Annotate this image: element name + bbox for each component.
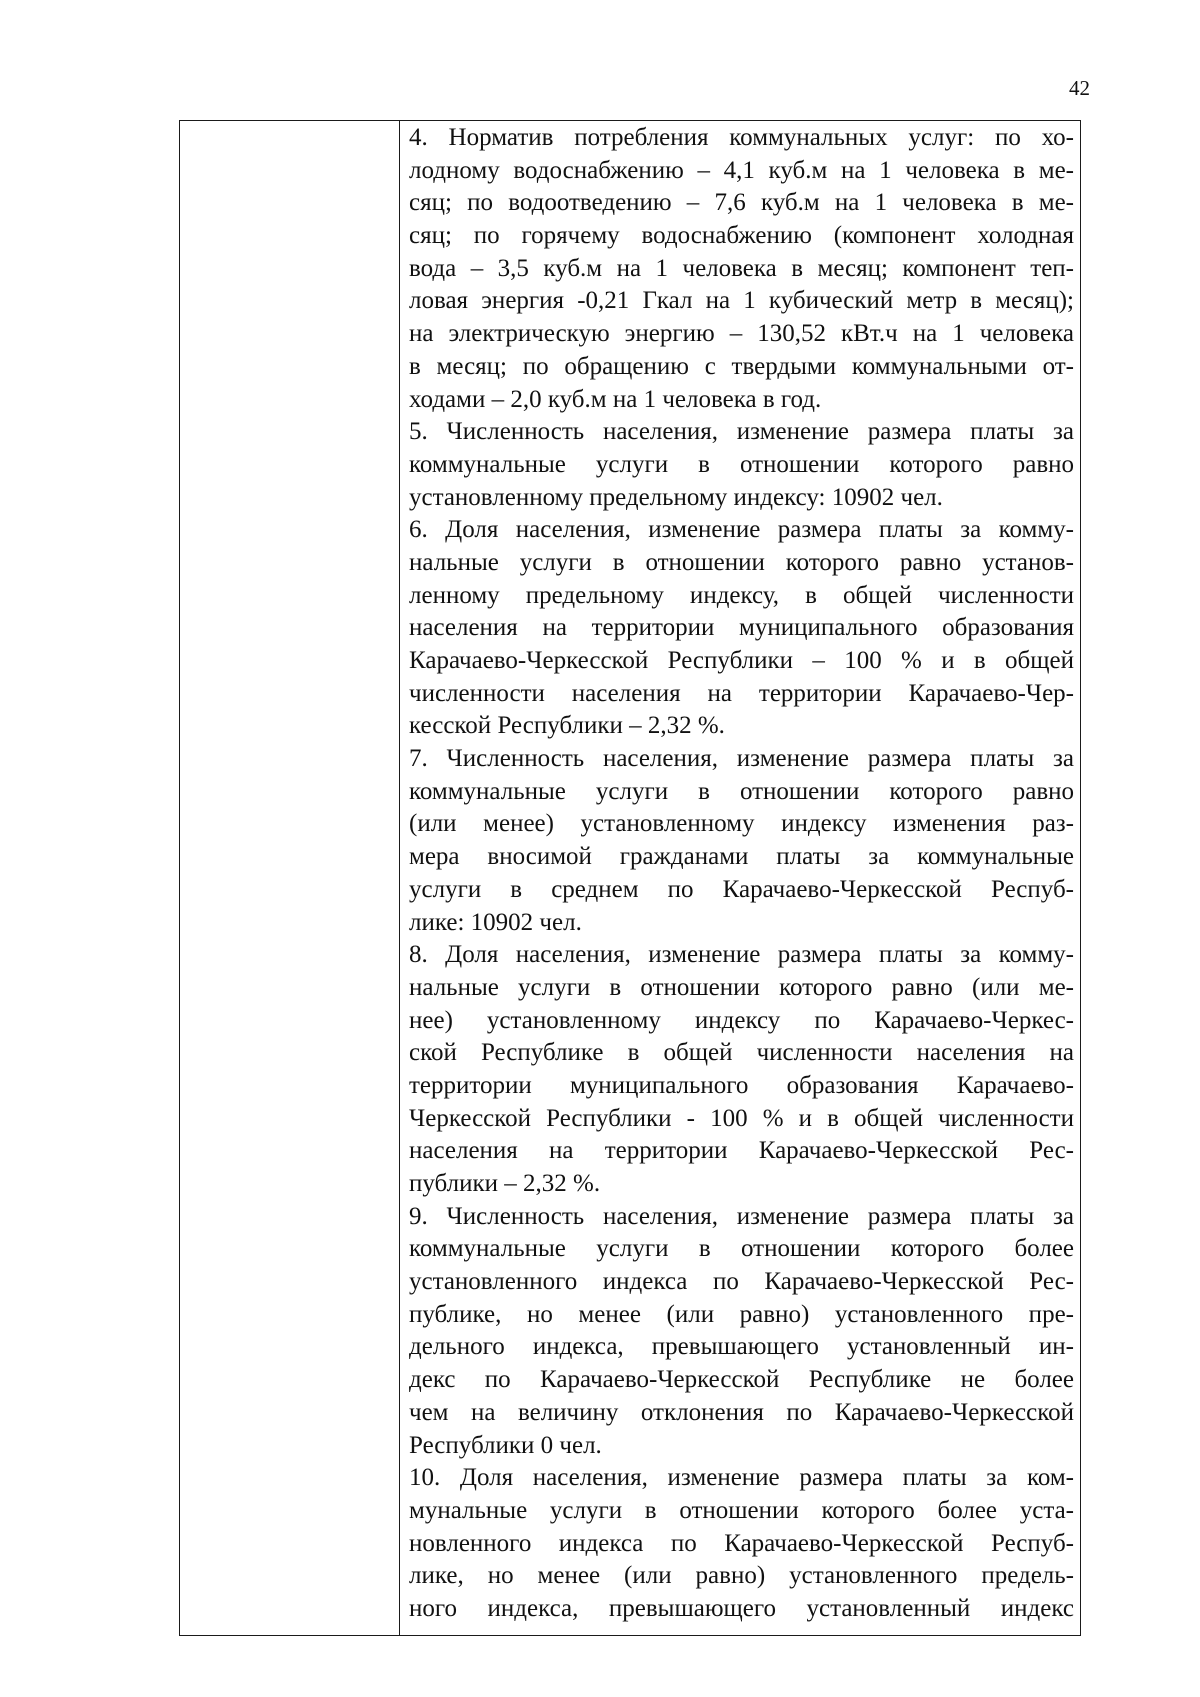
paragraph-p4 — [409, 122, 1074, 416]
table-right-cell — [401, 121, 1080, 1635]
text-line: 4. Норматив потребления коммунальных услуг: по хо- — [409, 124, 1074, 151]
text-line: территории муниципального образования Карачаево- — [409, 1071, 1074, 1099]
text-line: Черкесской Республики - 100 % и в общей численности — [409, 1104, 1074, 1132]
text-line: 8. Доля населения, изменение размера платы за комму- — [409, 941, 1074, 969]
text-line: Карачаево-Черкесской Республики – 100 % и в общей — [409, 647, 1074, 674]
text-line: на электрическую энергию – 130,52 кВт.ч на 1 человека — [409, 320, 1074, 348]
text-line: (или менее) установленному индексу изменения раз- — [409, 810, 1074, 838]
text-line: населения на территории Карачаево-Черкесской Рес- — [409, 1137, 1074, 1165]
text-line: ской Республике в общей численности населения на — [409, 1039, 1074, 1067]
text-line: лике, но менее (или равно) установленного предель- — [409, 1562, 1074, 1590]
paragraph-p7 — [409, 743, 1074, 939]
text-line: нальные услуги в отношении которого равно установ- — [409, 548, 1074, 576]
paragraph-p5 — [409, 416, 1074, 514]
text-line: лике: 10902 чел. — [409, 908, 582, 936]
text-line: сяц; по горячему водоснабжению (компонент холодная — [409, 222, 1074, 250]
text-line: сяц; по водоотведению – 7,6 куб.м на 1 человека в ме- — [409, 189, 1074, 217]
text-line: 9. Численность населения, изменение размера платы за — [409, 1202, 1074, 1230]
text-line: коммунальные услуги в отношении которого более — [409, 1235, 1074, 1263]
text-line: ловая энергия -0,21 Гкал на 1 кубический метр в месяц); — [409, 287, 1074, 315]
paragraph-p6 — [409, 514, 1074, 743]
text-line: нее) установленному индексу по Карачаево-Черкес- — [409, 1006, 1074, 1034]
text-line: коммунальные услуги в отношении которого равно — [409, 777, 1074, 805]
text-line: услуги в среднем по Карачаево-Черкесской Респуб- — [409, 875, 1074, 903]
text-line: ходами – 2,0 куб.м на 1 человека в год. — [409, 385, 822, 413]
text-line: численности населения на территории Карачаево-Чер- — [409, 679, 1074, 707]
text-line: в месяц; по обращению с твердыми коммунальными от- — [409, 352, 1074, 380]
text-line: ленному предельному индексу, в общей численности — [409, 581, 1074, 609]
text-line: кесской Республики – 2,32 %. — [409, 712, 725, 740]
text-line: декс по Карачаево-Черкесской Республике не более — [409, 1366, 1074, 1394]
text-line: 7. Численность населения, изменение размера платы за — [409, 745, 1074, 773]
paragraph-p9 — [409, 1201, 1074, 1463]
text-line: ного индекса, превышающего установленный индекс — [409, 1594, 1074, 1622]
text-line: мера вносимой гражданами платы за коммунальные — [409, 843, 1074, 871]
text-line: публики – 2,32 %. — [409, 1170, 601, 1197]
text-line: чем на величину отклонения по Карачаево-Черкесской — [409, 1398, 1074, 1426]
text-line: населения на территории муниципального образования — [409, 614, 1074, 642]
text-line: Республики 0 чел. — [409, 1431, 602, 1459]
text-line: вода – 3,5 куб.м на 1 человека в месяц; компонент теп- — [409, 254, 1074, 282]
text-line: 10. Доля населения, изменение размера платы за ком- — [409, 1464, 1074, 1492]
page-number: 42 — [1069, 76, 1090, 100]
paragraph-p10 — [409, 1462, 1074, 1625]
document-table — [179, 120, 1081, 1636]
text-line: мунальные услуги в отношении которого более уста- — [409, 1496, 1074, 1524]
text-line: установленного индекса по Карачаево-Черкесской Рес- — [409, 1268, 1074, 1296]
text-line: новленного индекса по Карачаево-Черкесской Респуб- — [409, 1529, 1074, 1557]
text-line: 5. Численность населения, изменение размера платы за — [409, 418, 1074, 446]
table-left-cell — [180, 121, 400, 1635]
text-line: нальные услуги в отношении которого равно (или ме- — [409, 973, 1074, 1001]
text-line: коммунальные услуги в отношении которого равно — [409, 450, 1074, 478]
text-line: дельного индекса, превышающего установленный ин- — [409, 1333, 1074, 1361]
paragraph-p8 — [409, 939, 1074, 1201]
text-line: публике, но менее (или равно) установленного пре- — [409, 1300, 1074, 1328]
text-line: 6. Доля населения, изменение размера платы за комму- — [409, 516, 1074, 544]
text-line: лодному водоснабжению – 4,1 куб.м на 1 человека в ме- — [409, 156, 1074, 184]
text-line: установленному предельному индексу: 10902 чел. — [409, 483, 943, 511]
